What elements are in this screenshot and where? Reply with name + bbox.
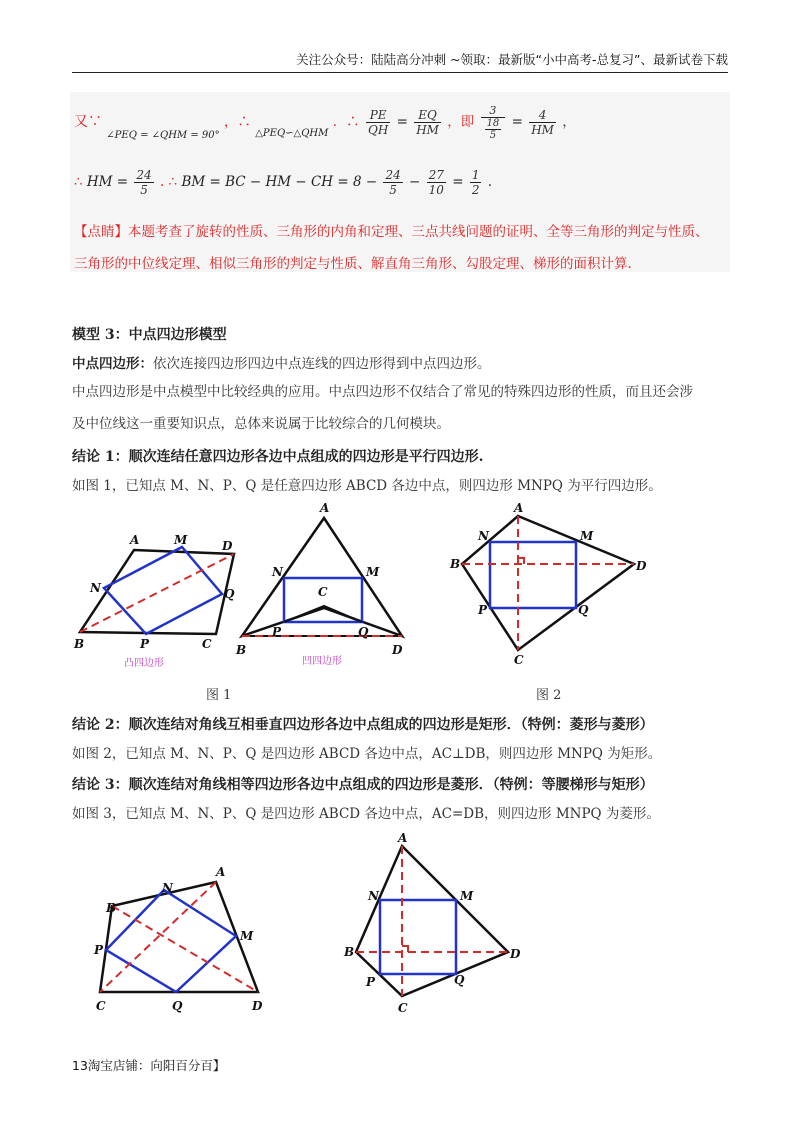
fraction-eq-hm: $\frac{EQ}{HM}$ [416,108,439,137]
label-n: N [162,881,173,895]
figure-convex-quad [70,530,250,670]
label-b: B [74,637,85,651]
label-q: Q [454,973,465,987]
figure-1-caption: 图 1 [206,688,232,703]
equals: = [396,114,408,130]
label-p: P [94,943,104,957]
solution-line-1: 又∵ $_{\angle PEQ = \angle QHM = 90^\circ}$ ，∴ $_{\triangle PEQ∽\triangle QHM}$ ．∴ $\frac{PE}{QH}$ = $\frac{EQ}{HM}$ ，即 3 18 5 = $\frac{4}{HM}$ ， [74,104,576,141]
solution-line-2 [74,168,492,197]
conclusion-1-text: 如图 1，已知点 M、N、P、Q 是任意四边形 ABCD 各边中点，则四边形 MNPQ 为平行四边形。 [72,478,662,494]
label-b: B [344,945,355,959]
compound-fraction: 3 18 5 [481,104,506,141]
figure-2-caption: 图 2 [536,688,562,703]
concave-caption: 凹四边形 [302,656,342,667]
label-a: A [130,533,140,547]
label-d: D [252,999,263,1013]
fraction-1-2: $\frac{1}{2}$ [471,168,480,197]
label-c: C [398,1001,408,1015]
label-b: B [236,643,247,657]
definition-text: 依次连接四边形四边中点连线的四边形得到中点四边形。 [153,356,491,372]
label-p: P [140,637,150,651]
conclusion-1-title: 结论 1：顺次连结任意四边形各边中点组成的四边形是平行四边形. [72,449,484,465]
figure-concave-quad [232,498,412,678]
therefore-4: . ∴ [159,174,178,190]
label-n: N [368,889,379,903]
label-m: M [174,533,188,547]
similar-triangles: △PEQ∽△QHM [255,128,329,139]
definition-label: 中点四边形： [72,356,153,372]
conclusion-2-text: 如图 2，已知点 M、N、P、Q 是四边形 ABCD 各边中点，AC⊥DB，则四边形 MNPQ 为矩形。 [72,746,662,762]
therefore-3: ∴ [74,174,83,190]
fraction-24-5-b: $\frac{24}{5}$ [385,168,401,197]
label-b: B [106,901,117,915]
label-d: D [392,643,403,657]
label-n: N [478,529,489,543]
label-m: M [460,889,474,903]
bm-equation: BM = BC − HM − CH = 8 − [181,174,378,190]
conclusion-3-title: 结论 3：顺次连结对角线相等四边形各边中点组成的四边形是菱形．（特例：等腰梯形与矩形） [72,777,654,793]
therefore-prefix: 又∵ [74,114,102,130]
figure-trapezoid-equal-diagonals [88,860,278,1020]
namely: ，即 [447,114,475,130]
label-p: P [366,975,376,989]
label-m: M [366,565,380,579]
label-b: B [450,557,461,571]
minus: − [409,174,421,190]
conclusion-2-title: 结论 2：顺次连结对角线互相垂直四边形各边中点组成的四边形是矩形．（特例：菱形与菱形） [72,717,654,733]
period: . [487,174,493,190]
label-c: C [514,653,524,667]
label-c: C [96,999,106,1013]
label-n: N [272,565,283,579]
label-d: D [510,947,521,961]
comma: ， [562,114,576,130]
label-p: P [478,603,488,617]
intro-line-1: 中点四边形是中点模型中比较经典的应用。中点四边形不仅结合了常见的特殊四边形的性质，而且还会涉 [72,384,693,400]
therefore-1: ，∴ [223,114,251,130]
angle-equation: ∠PEQ = ∠QHM = 90° [106,130,220,141]
label-n: N [90,581,101,595]
label-q: Q [358,625,369,639]
equals-2: = [452,174,464,190]
label-a: A [398,831,408,845]
page-footer: 13淘宝店铺：向阳百分百】 [72,1058,226,1073]
fraction-pe-qh: $\frac{PE}{QH}$ [367,108,389,137]
conclusion-3-text: 如图 3，已知点 M、N、P、Q 是四边形 ABCD 各边中点，AC=DB，则四边形 MNPQ 为菱形。 [72,806,660,822]
label-c: C [318,585,328,599]
hm-equals: HM = [86,174,129,190]
label-m: M [580,529,594,543]
model-title: 模型 3：中点四边形模型 [72,327,227,343]
fraction-24-5: $\frac{24}{5}$ [136,168,152,197]
therefore-2: ．∴ [332,114,360,130]
label-d: D [636,559,647,573]
figure-perpendicular-diagonals [444,500,664,670]
intro-line-2: 及中位线这一重要知识点，总体来说属于比较综合的几何模块。 [72,416,450,432]
comment-line-2: 三角形的中位线定理、相似三角形的判定与性质、解直角三角形、勾股定理、梯形的面积计算. [74,256,632,272]
page-header: 关注公众号：陆陆高分冲刺 ~领取：最新版“小中高考-总复习”、最新试卷下载 [72,50,728,73]
label-a: A [320,501,330,515]
definition [72,352,491,376]
label-q: Q [172,999,183,1013]
fraction-4-hm: $\frac{4}{HM}$ [531,108,554,137]
label-q: Q [578,603,589,617]
figure-rhombus-quad [336,828,536,1018]
fraction-27-10: $\frac{27}{10}$ [428,168,444,197]
label-q: Q [224,587,235,601]
label-m: M [240,929,254,943]
label-a: A [514,501,524,515]
convex-caption: 凸四边形 [124,658,164,669]
label-a: A [216,865,226,879]
comment-line-1: 【点睛】本题考查了旋转的性质、三角形的内角和定理、三点共线问题的证明、全等三角形的判定与性质、 [74,224,709,240]
label-c: C [202,637,212,651]
label-d: D [222,539,233,553]
label-p: P [272,625,282,639]
